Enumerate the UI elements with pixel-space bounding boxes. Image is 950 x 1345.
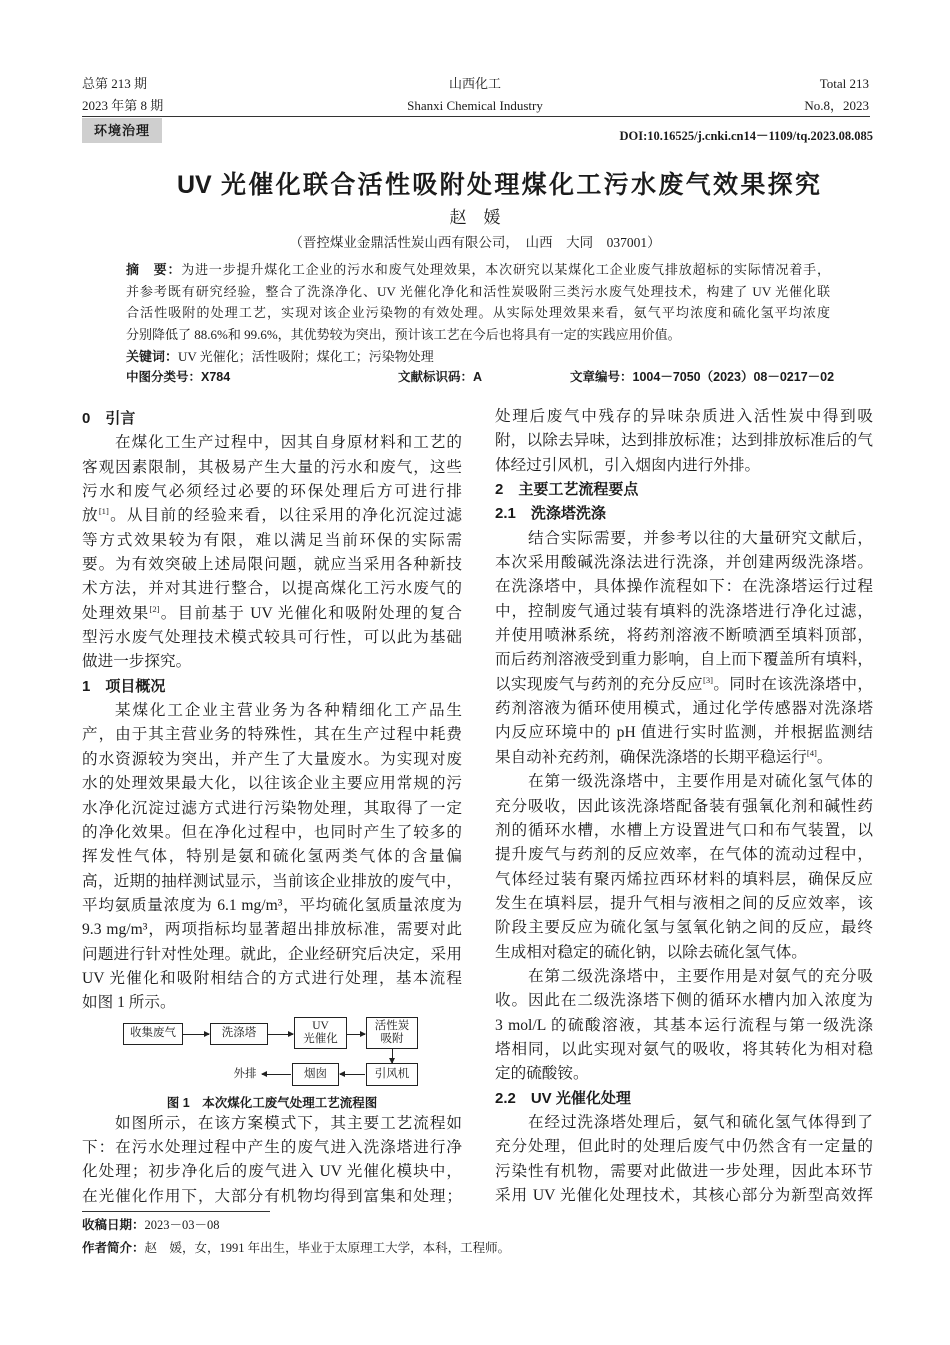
header-issue-en: No.8，2023 xyxy=(804,98,869,113)
author-bio-text: 赵 媛，女，1991 年出生，毕业于太原理工大学，本科，工程师。 xyxy=(144,1241,511,1255)
text-line: 处理效果[2]。目前基于 UV 光催化和吸附处理的复合 xyxy=(82,603,462,622)
text-line: 充分处理，但此时的处理后废气中仍然含有一定量的 xyxy=(495,1138,873,1156)
text-line: 体经过引风机，引入烟囱内进行外排。 xyxy=(495,456,761,474)
figure-1-flowchart xyxy=(82,1016,462,1112)
flow-node-scrubber xyxy=(210,1023,268,1045)
citation-ref: [2] xyxy=(149,603,160,614)
text-line: 产，由于其主营业务的特殊性，其在生产过程中耗费 xyxy=(82,726,462,744)
text-line: 在第二级洗涤塔中，主要作用是对氨气的充分吸 xyxy=(528,967,873,985)
flow-arrow xyxy=(392,1049,393,1063)
left-column-text xyxy=(82,407,462,1016)
paragraph xyxy=(82,1112,462,1209)
text-line: 生成相对稳定的硫化钠，以除去硫化氢气体。 xyxy=(495,943,807,961)
abstract-line: 合活性吸附的处理工艺，实现对该企业污染物的有效处理。从实际处理效果来看，氨气平均浓度和硫化氢平均浓度 xyxy=(126,305,830,321)
left-column-text-after-figure xyxy=(82,1112,462,1209)
text-line: 等方式效果较为有限，难以满足当前环保的实际需 xyxy=(82,531,462,549)
section-heading: 2.1 洗涤塔洗涤 xyxy=(495,505,606,523)
header-issue-total-cn: 总第 213 期 xyxy=(82,76,148,91)
text-line: 阶段主要反应为硫化氢与氢氧化钠之间的反应，最终 xyxy=(495,919,873,937)
abstract-line: 分别降低了 88.6%和 99.6%，其优势较为突出，预计该工艺在今后也将具有一定的实践应用价值。 xyxy=(126,327,681,343)
text-line: 下：在污水处理过程中产生的废气进入洗涤塔进行净 xyxy=(82,1138,462,1156)
paragraph xyxy=(495,527,873,770)
citation-ref: [4] xyxy=(806,747,817,758)
header-rule xyxy=(82,116,870,117)
doc-value: A xyxy=(473,370,483,385)
flow-arrow xyxy=(268,1034,293,1035)
flow-node-collect-gas xyxy=(123,1023,183,1045)
header-issue-total-en: Total 213 xyxy=(819,76,869,91)
article-value: 1004－7050（2023）08－0217－02 xyxy=(632,370,835,385)
text-line: 挥发性气体，特别是氨和硫化氢两类气体的含量偏 xyxy=(82,848,462,866)
received-date xyxy=(82,1214,220,1237)
flow-node-chimney xyxy=(292,1063,339,1086)
node-label: 光催化 xyxy=(303,1032,338,1045)
doc-label: 文献标识码： xyxy=(398,370,474,385)
text-line: 污水和废气必须经过必要的环保处理后方可进行排 xyxy=(82,483,462,501)
author-name: 赵 媛 xyxy=(449,208,501,227)
node-label: 活性炭 xyxy=(374,1019,410,1032)
text-line: 气体经过装有聚丙烯拉西环材料的填料层，确保反应 xyxy=(495,870,873,888)
header-issue-cn: 2023 年第 8 期 xyxy=(82,98,164,113)
section-heading: 2.2 UV 光催化处理 xyxy=(495,1089,631,1107)
text-line: 果自动补充药剂，确保洗涤塔的长期平稳运行[4]。 xyxy=(495,747,833,766)
text-line: 要。为有效突破上述局限问题，就应当采用各种新技 xyxy=(82,556,462,574)
node-label: 吸附 xyxy=(380,1032,404,1045)
keywords-text: UV 光催化；活性吸附；煤化工；污染物处理 xyxy=(178,348,434,364)
text-line: 的净化效果。但在净化过程中，也同时产生了较多的 xyxy=(82,823,462,841)
flow-node-uv-photocatalysis xyxy=(294,1017,347,1049)
text-line: 以实现废气与药剂的充分反应[3]。同时在该洗涤塔中， xyxy=(495,674,873,693)
abstract-label: 摘 要： xyxy=(126,262,182,277)
flow-arrow xyxy=(262,1074,291,1075)
abstract-line: 并参考既有研究经验，整合了洗涤净化、UV 光催化净化和活性炭吸附三类污水废气处理技术，构建了 UV 光催化联 xyxy=(126,283,830,299)
text-line: 污染性有机物，需要对此做进一步处理，因此本环节 xyxy=(495,1162,873,1180)
author-bio-label: 作者简介： xyxy=(82,1241,145,1255)
paper-title: UV 光催化联合活性吸附处理煤化工污水废气效果探究 xyxy=(177,171,820,199)
section-tag: 环境治理 xyxy=(82,118,162,143)
keywords-label: 关键词： xyxy=(126,348,179,364)
document-code xyxy=(398,367,482,389)
node-label: 洗涤塔 xyxy=(221,1027,257,1040)
text-line: 并使用喷淋系统，将药剂溶液不断喷洒至填料顶部， xyxy=(495,627,873,645)
paragraph xyxy=(82,431,462,674)
text-line: 收。因此在二级洗涤塔下侧的循环水槽内加入浓度为 xyxy=(495,992,873,1010)
text-line: 某煤化工企业主营业务为各种精细化工产品生 xyxy=(115,702,462,720)
text-line: 的水资源较为突出，并产生了大量废水。为实现对废 xyxy=(82,750,462,768)
text-line: 剂的循环水槽，水槽上方设置进气口和布气装置，以 xyxy=(495,821,873,839)
paragraph xyxy=(495,965,873,1087)
text-line: 中，控制废气通过装有填料的洗涤塔进行净化过滤， xyxy=(495,602,873,620)
text-line: 型污水废气处理技术模式较具可行性，可以此为基础 xyxy=(82,629,462,647)
footnote-rule xyxy=(82,1211,270,1212)
figure-caption: 图 1 本次煤化工废气处理工艺流程图 xyxy=(166,1095,378,1110)
text-line: 充分吸收，因此该洗涤塔配备装有强氧化剂和碱性药 xyxy=(495,797,873,815)
text-line: 本次采用酸碱洗涤法进行洗涤，并创建两级洗涤塔。 xyxy=(495,554,873,572)
text-line: UV 光催化和吸附相结合的方式进行处理，基本流程 xyxy=(82,969,462,987)
section-heading: 1 项目概况 xyxy=(82,677,166,695)
text-line: 附，以除去异味，达到排放标准；达到排放标准后的气 xyxy=(495,432,873,450)
abstract xyxy=(126,259,835,389)
flow-node-activated-carbon xyxy=(366,1017,418,1049)
text-line: 水净化沉淀过滤方式进行污染物处理，其取得了一定 xyxy=(82,799,462,817)
text-line: 在光催化作用下，大部分有机物均得到富集和处理； xyxy=(82,1187,462,1205)
text-line: 在经过洗涤塔处理后，氨气和硫化氢气体得到了 xyxy=(528,1113,873,1131)
text-line: 术方法，并对其进行整合，以提高煤化工污水废气的 xyxy=(82,580,462,598)
text-line: 高，近期的抽样测试显示，当前该企业排放的废气中， xyxy=(82,872,462,890)
left-column xyxy=(82,407,462,1209)
text-line: 发生在填料层，提升气相与液相之间的反应效率，该 xyxy=(495,894,873,912)
text-line: 采用 UV 光催化处理技术，其核心部分为新型高效挥 xyxy=(495,1187,873,1204)
text-line: 化处理；初步净化后的废气进入 UV 光催化模块中， xyxy=(82,1163,462,1181)
text-line: 9.3 mg/m³，两项指标均显著超出排放标准，需要对此 xyxy=(82,921,462,939)
text-line: 在洗涤塔中，具体操作流程如下：在洗涤塔运行过程 xyxy=(495,578,873,596)
header-journal-cn: 山西化工 xyxy=(448,76,501,91)
section-heading: 2 主要工艺流程要点 xyxy=(495,481,639,499)
article-number xyxy=(570,367,834,389)
flow-node-discharge: 外排 xyxy=(233,1067,257,1080)
paragraph xyxy=(82,699,462,1015)
text-line: 水的处理效果最大化，以往该企业主要应用常规的污 xyxy=(82,775,462,793)
classification-line xyxy=(126,367,835,389)
flow-arrow xyxy=(347,1034,365,1035)
text-line: 放[1]。从目前的经验来看，以往采用的净化沉淀过滤 xyxy=(82,506,462,525)
text-line: 而后药剂溶液受到重力影响，自上而下覆盖所有填料， xyxy=(495,651,873,669)
paragraph xyxy=(495,1111,873,1208)
text-line: 如图 1 所示。 xyxy=(82,994,176,1012)
doi: DOI:10.16525/j.cnki.cn14－1109/tq.2023.08.085 xyxy=(619,129,873,143)
text-line: 客观因素限制，其极易产生大量的污水和废气，这些 xyxy=(82,458,462,476)
node-label: UV xyxy=(312,1019,329,1032)
flow-node-induced-fan xyxy=(366,1063,418,1086)
flow-arrow xyxy=(340,1074,365,1075)
text-line: 如图所示，在该方案模式下，其主要工艺流程如 xyxy=(115,1114,462,1132)
received-value: 2023－03－08 xyxy=(144,1218,220,1232)
keywords xyxy=(126,346,830,368)
text-line: 塔相同，以此实现对氨气的吸收，将其转化为相对稳 xyxy=(495,1040,873,1058)
paragraph xyxy=(495,770,873,965)
text-line: 药剂溶液为循环使用模式，通过化学传感器对洗涤塔 xyxy=(495,700,873,718)
text-line: 在煤化工生产过程中，因其自身原材料和工艺的 xyxy=(115,434,462,452)
text-line: 内反应环境中的 pH 值进行实时监测，并根据监测结 xyxy=(495,724,873,742)
text-line: 做进一步探究。 xyxy=(82,653,192,671)
node-label: 烟囱 xyxy=(304,1067,327,1080)
node-label: 收集废气 xyxy=(130,1027,176,1040)
author-affiliation: （晋控煤业金鼎活性炭山西有限公司， 山西 大同 037001） xyxy=(289,235,661,250)
node-label: 引风机 xyxy=(374,1067,410,1080)
text-line: 定的硫酸铵。 xyxy=(495,1065,589,1083)
author-bio xyxy=(82,1237,510,1260)
paragraph xyxy=(495,405,873,478)
text-line: 在第一级洗涤塔中，主要作用是对硫化氢气体的 xyxy=(528,773,873,791)
text-line: 问题进行针对性处理。就此，企业经研究后决定，采用 xyxy=(82,945,462,963)
clc-value: X784 xyxy=(201,370,231,385)
article-label: 文章编号： xyxy=(570,370,633,385)
received-label: 收稿日期： xyxy=(82,1218,145,1232)
section-heading: 0 引言 xyxy=(82,410,136,427)
abstract-text: 为进一步提升煤化工企业的污水和废气处理效果，本次研究以某煤化工企业废气排放超标的实际情况着手， xyxy=(181,262,830,277)
text-line: 平均氨质量浓度为 6.1 mg/m³，平均硫化氢质量浓度为 xyxy=(82,896,462,914)
clc-label: 中图分类号： xyxy=(126,370,202,385)
citation-ref: [3] xyxy=(702,674,713,685)
citation-ref: [1] xyxy=(98,506,109,517)
text-line: 3 mol/L 的硫酸溶液，其基本运行流程与第一级洗涤 xyxy=(495,1016,873,1034)
text-line: 处理后废气中残存的异味杂质进入活性炭中得到吸 xyxy=(495,408,873,425)
clc-number xyxy=(126,367,230,389)
right-column xyxy=(495,405,873,1208)
flow-arrow xyxy=(183,1034,209,1035)
abstract-line xyxy=(126,259,830,281)
header-journal-en: Shanxi Chemical Industry xyxy=(407,98,543,113)
text-line: 提升废气与药剂的反应效率，在气体的流动过程中， xyxy=(495,846,873,864)
text-line: 结合实际需要，并参考以往的大量研究文献后， xyxy=(528,529,873,547)
